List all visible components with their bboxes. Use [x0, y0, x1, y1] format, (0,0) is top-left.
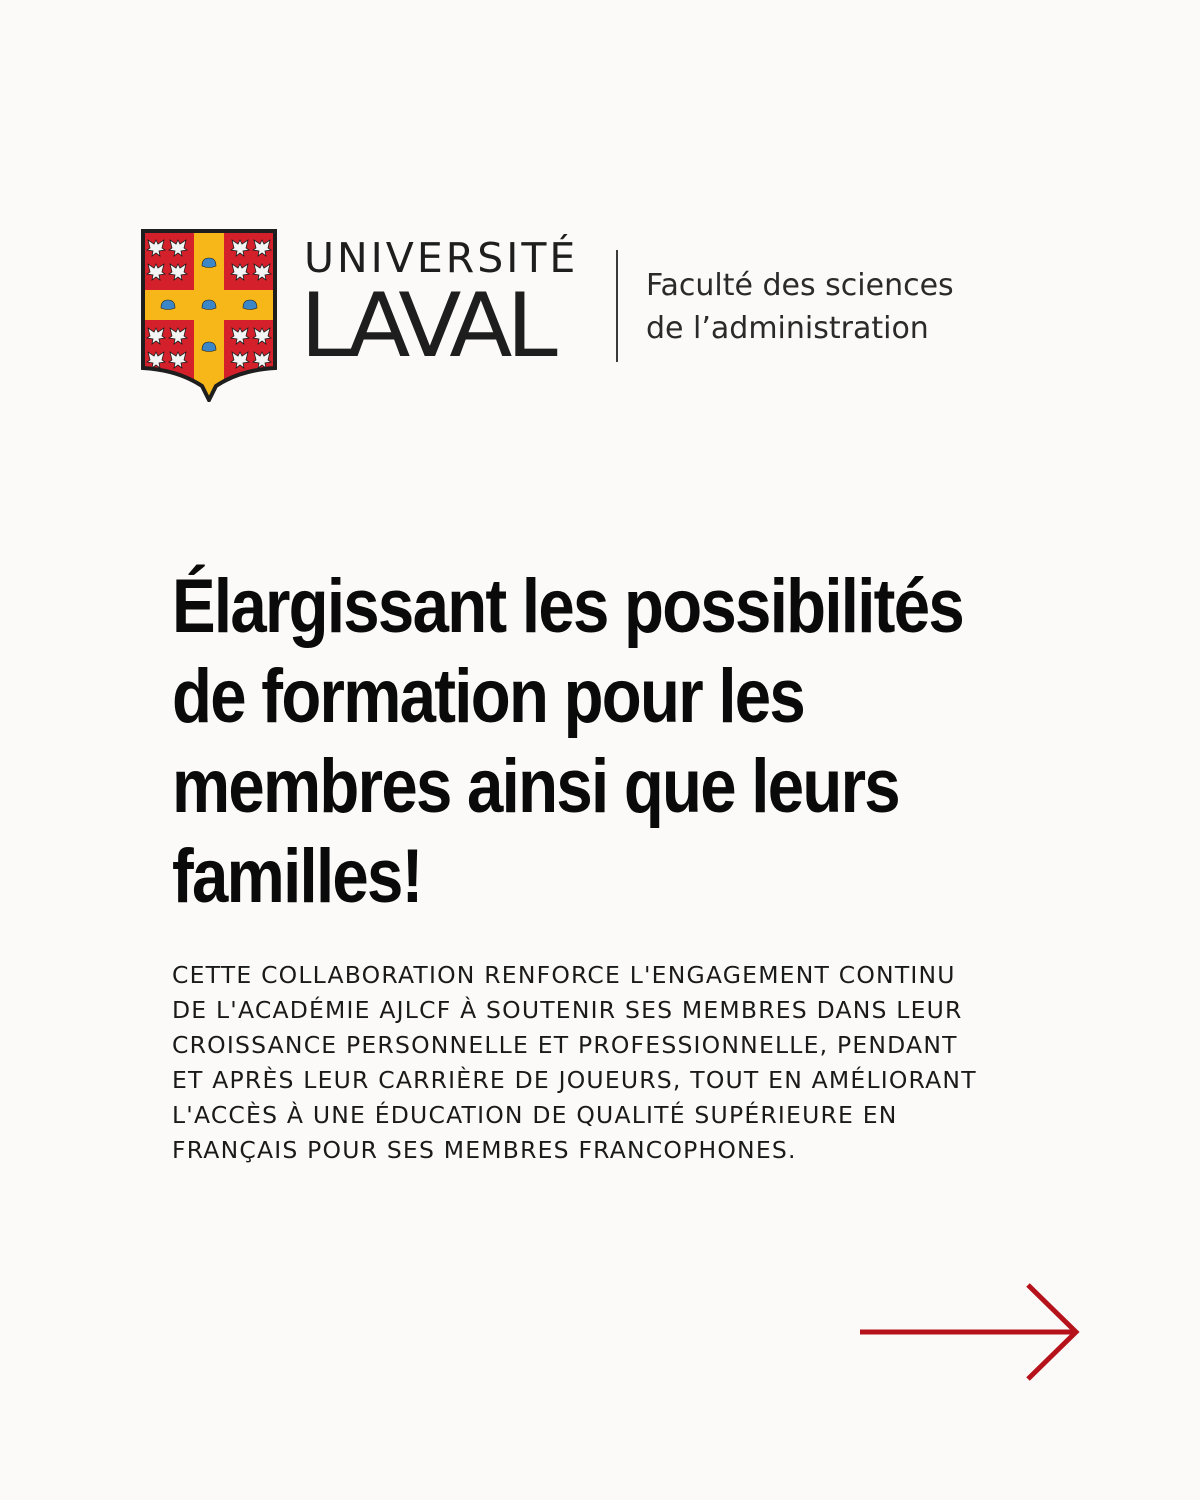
logo-divider [616, 250, 618, 362]
headline-line-3: membres ainsi que leurs [172, 744, 899, 829]
body-line-6: FRANÇAIS POUR SES MEMBRES FRANCOPHONES. [172, 1136, 797, 1164]
headline-line-1: Élargissant les possibilités [172, 564, 963, 649]
body-line-1: CETTE COLLABORATION RENFORCE L'ENGAGEMENT CONTINU [172, 961, 956, 989]
university-crest-icon [140, 228, 278, 402]
arrow-right-icon[interactable] [858, 1282, 1082, 1382]
faculty-name-line-1: Faculté des sciences [646, 268, 954, 303]
body-line-3: CROISSANCE PERSONNELLE ET PROFESSIONNELLE, PENDANT [172, 1031, 958, 1059]
logo-lockup [140, 228, 1020, 408]
faculty-name-line-2: de l’administration [646, 311, 929, 346]
body-paragraph [172, 958, 1072, 1168]
body-line-2: DE L'ACADÉMIE AJLCF À SOUTENIR SES MEMBRES DANS LEUR [172, 996, 963, 1024]
university-wordmark-bottom: LAVAL [300, 274, 552, 377]
headline [172, 562, 963, 922]
faculty-name [646, 264, 954, 350]
headline-line-2: de formation pour les [172, 654, 805, 739]
body-line-4: ET APRÈS LEUR CARRIÈRE DE JOUEURS, TOUT EN AMÉLIORANT [172, 1066, 977, 1094]
headline-line-4: familles! [172, 834, 422, 919]
body-line-5: L'ACCÈS À UNE ÉDUCATION DE QUALITÉ SUPÉRIEURE EN [172, 1101, 898, 1129]
university-wordmark-top: UNIVERSITÉ [304, 234, 579, 282]
